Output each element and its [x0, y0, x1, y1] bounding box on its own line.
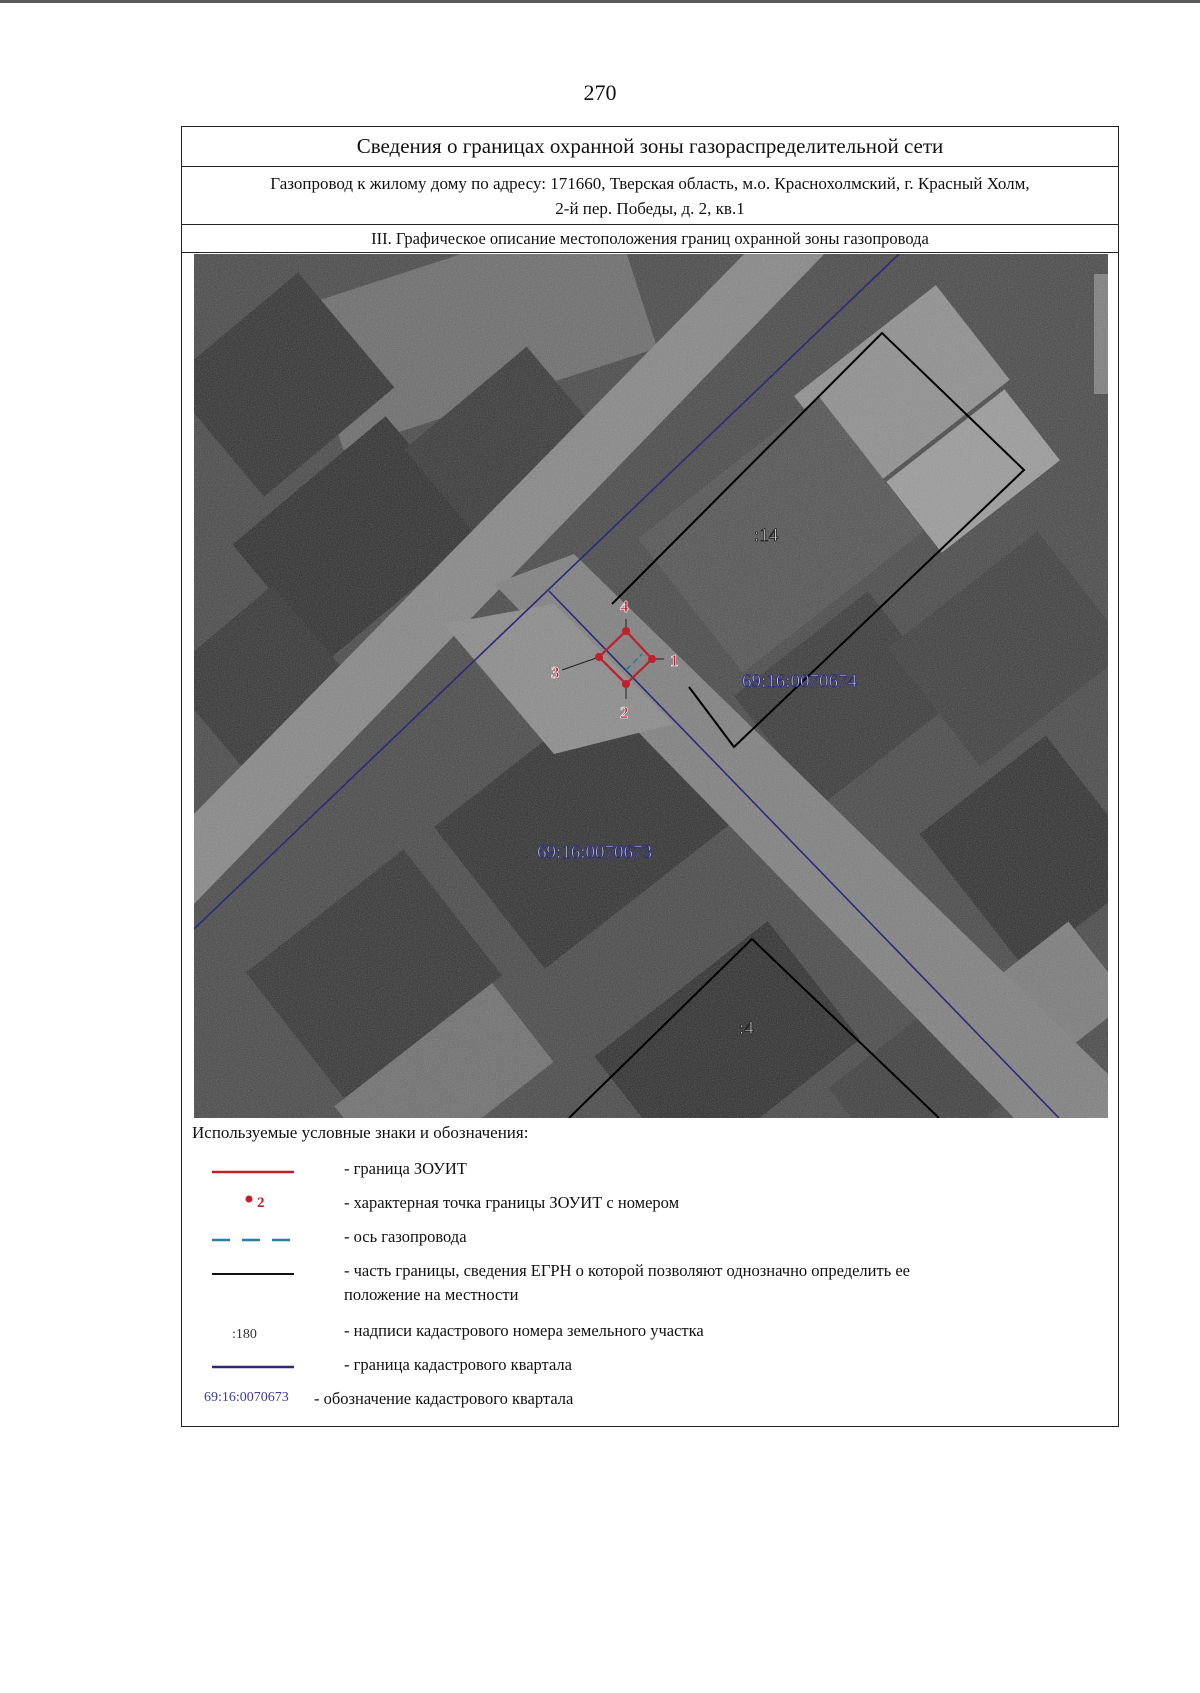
legend-quarter-label-sample: 69:16:0070673 [204, 1390, 289, 1405]
legend-text [344, 1259, 1104, 1307]
parcel-label-4: :4 [739, 1018, 754, 1039]
section-title: III. Графическое описание местоположения границ охранной зоны газопровода [182, 225, 1118, 253]
legend-item-pipeline-axis [192, 1225, 1112, 1255]
parcel-label-14: :14 [754, 525, 779, 546]
page-number: 270 [583, 80, 617, 105]
document-title: Сведения о границах охранной зоны газораспределительной сети [182, 127, 1118, 167]
address-line-1: Газопровод к жилому дому по адресу: 171660, Тверская область, м.о. Краснохолмский, г. Красный Холм, [270, 174, 1030, 193]
point-label-4: 4 [620, 597, 629, 616]
legend-point-number: 2 [257, 1195, 265, 1211]
red-line-swatch [202, 1157, 294, 1187]
legend-text-line-1: - часть границы, сведения ЕГРН о которой позволяют однозначно определить ее [344, 1261, 910, 1280]
legend-item-quarter-boundary [192, 1353, 1112, 1383]
aerial-map [194, 254, 1108, 1118]
red-point-swatch [202, 1191, 294, 1221]
document-frame [181, 126, 1119, 1427]
map-svg [194, 254, 1108, 1118]
top-rule [0, 0, 1200, 3]
legend-item-quarter-label [192, 1387, 1112, 1417]
black-line-swatch [202, 1259, 294, 1289]
legend-text-line-2: положение на местности [344, 1285, 519, 1304]
boundary-point-2 [622, 680, 630, 688]
map-grain [194, 254, 1108, 1118]
legend-item-zouit-boundary [192, 1157, 1112, 1187]
quarter-label-73: 69:16:0070673 [537, 842, 653, 863]
quarter-label-74: 69:16:0070674 [742, 671, 858, 692]
point-label-2: 2 [620, 703, 629, 722]
legend-text: - обозначение кадастрового квартала [314, 1389, 574, 1408]
legend-text: - граница ЗОУИТ [344, 1159, 467, 1178]
legend-text: - характерная точка границы ЗОУИТ с номером [344, 1193, 680, 1212]
point-label-3: 3 [551, 663, 560, 682]
legend-text: - ось газопровода [344, 1227, 467, 1246]
address-block [182, 167, 1118, 225]
blue-line-swatch [202, 1353, 294, 1383]
point-label-1: 1 [670, 651, 679, 670]
legend-item-egrn-boundary [192, 1259, 1112, 1311]
legend-parcel-label-sample: :180 [232, 1327, 257, 1342]
dashed-line-swatch [202, 1225, 294, 1255]
legend-title: Используемые условные знаки и обозначения: [192, 1123, 529, 1142]
boundary-point-1 [648, 655, 656, 663]
legend-text: - надписи кадастрового номера земельного участка [344, 1321, 704, 1340]
boundary-point-4 [622, 627, 630, 635]
boundary-point-3 [595, 653, 603, 661]
legend-item-boundary-point [192, 1191, 1112, 1221]
address-line-2: 2-й пер. Победы, д. 2, кв.1 [555, 199, 745, 218]
legend-text: - граница кадастрового квартала [344, 1355, 572, 1374]
legend-item-parcel-label [192, 1319, 1112, 1349]
